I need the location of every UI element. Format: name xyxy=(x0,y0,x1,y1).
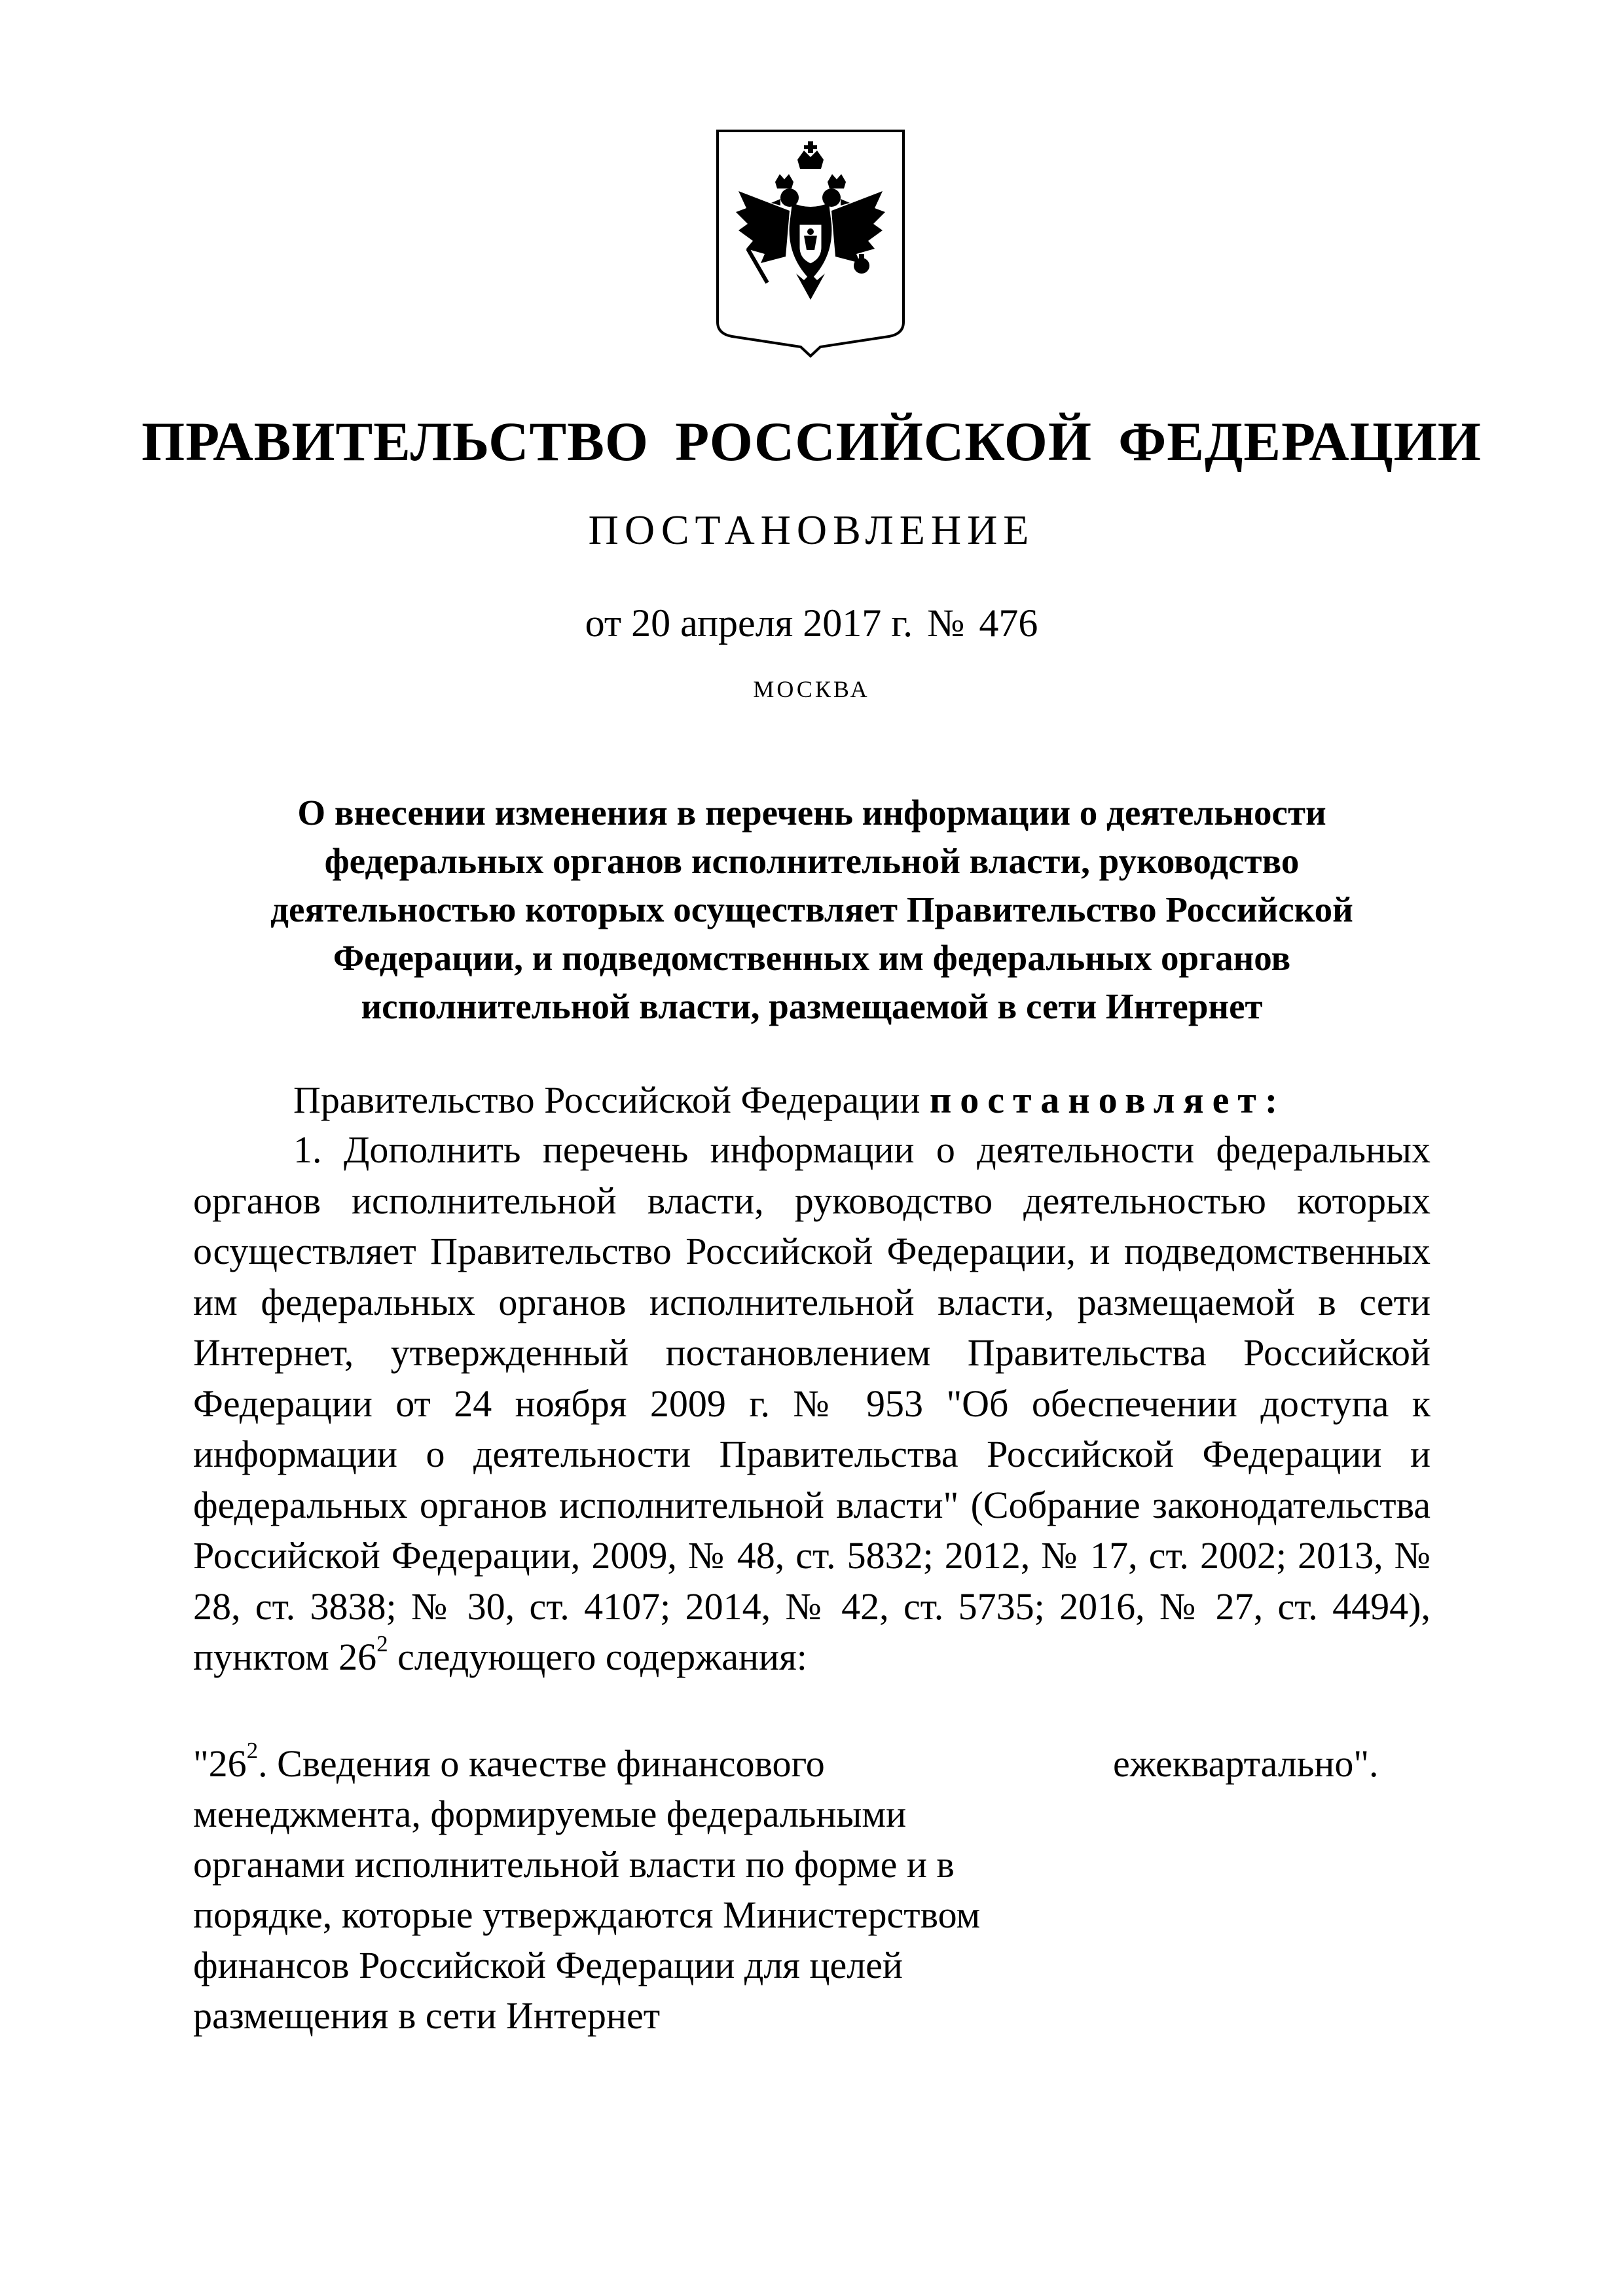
item-1-superscript: 2 xyxy=(376,1631,388,1657)
decree-intro-text: Правительство Российской Федерации xyxy=(293,1079,921,1121)
amendment-item xyxy=(193,1738,1012,2041)
government-title: ПРАВИТЕЛЬСТВО РОССИЙСКОЙ ФЕДЕРАЦИИ xyxy=(141,411,1482,473)
item-1-paragraph xyxy=(193,1124,1431,1683)
item-1-text-end: следующего содержания: xyxy=(388,1636,807,1678)
date-prefix: от xyxy=(585,601,622,645)
document-date: 20 апреля 2017 г. xyxy=(631,601,913,645)
russian-coat-of-arms-icon xyxy=(712,126,909,368)
amendment-item-superscript: 2 xyxy=(246,1738,259,1764)
number-label: № xyxy=(927,601,965,645)
coat-of-arms-emblem xyxy=(712,126,909,368)
amendment-item-text: . Сведения о качестве финансового менеджмента, формируемые федеральными органами исполнительной власти по форме и в порядке, которые утверждаются Министерством финансов Российской Федерации для целей размещения в сети Интернет xyxy=(193,1742,981,2037)
item-1-text: 1. Дополнить перечень информации о деятельности федеральных органов исполнительной власти, руководство деятельностью которых осуществляет Правительство Российской Федерации, и подведомственных им федеральных органов исполнительной власти, размещаемой в сети Интернет, утвержденный постановлением Правительства Российской Федерации от 24 ноября 2009 г. № 953 "Об обеспечении доступа к информации о деятельности Правительства Российской Федерации и федеральных органов исполнительной власти" (Собрание законодательства Российской Федерации, 2009, № 48, ст. 5832; 2012, № 17, ст. 2002; 2013, № 28, ст. 3838; № 30, ст. 4107; 2014, № 42, ст. 5735; 2016, № 27, ст. 4494), пунктом 26 xyxy=(193,1128,1431,1678)
city: МОСКВА xyxy=(753,676,870,702)
document-number: 476 xyxy=(979,601,1038,645)
decree-intro xyxy=(293,1075,1286,1125)
document-title: О внесении изменения в перечень информации о деятельности федеральных органов исполнительной власти, руководство деятельностью которых осуществляет Правительство Российской Федерации, и подведомственных им федеральных органов исполнительной власти, размещаемой в сети Интернет xyxy=(270,793,1353,1026)
amendment-period: ежеквартально". xyxy=(1113,1742,1379,1785)
amendment-item-number: "26 xyxy=(193,1742,247,1785)
document-type: ПОСТАНОВЛЕНИЕ xyxy=(588,507,1035,553)
date-number-line xyxy=(0,597,1623,649)
decree-resolves: постановляет: xyxy=(929,1079,1286,1121)
